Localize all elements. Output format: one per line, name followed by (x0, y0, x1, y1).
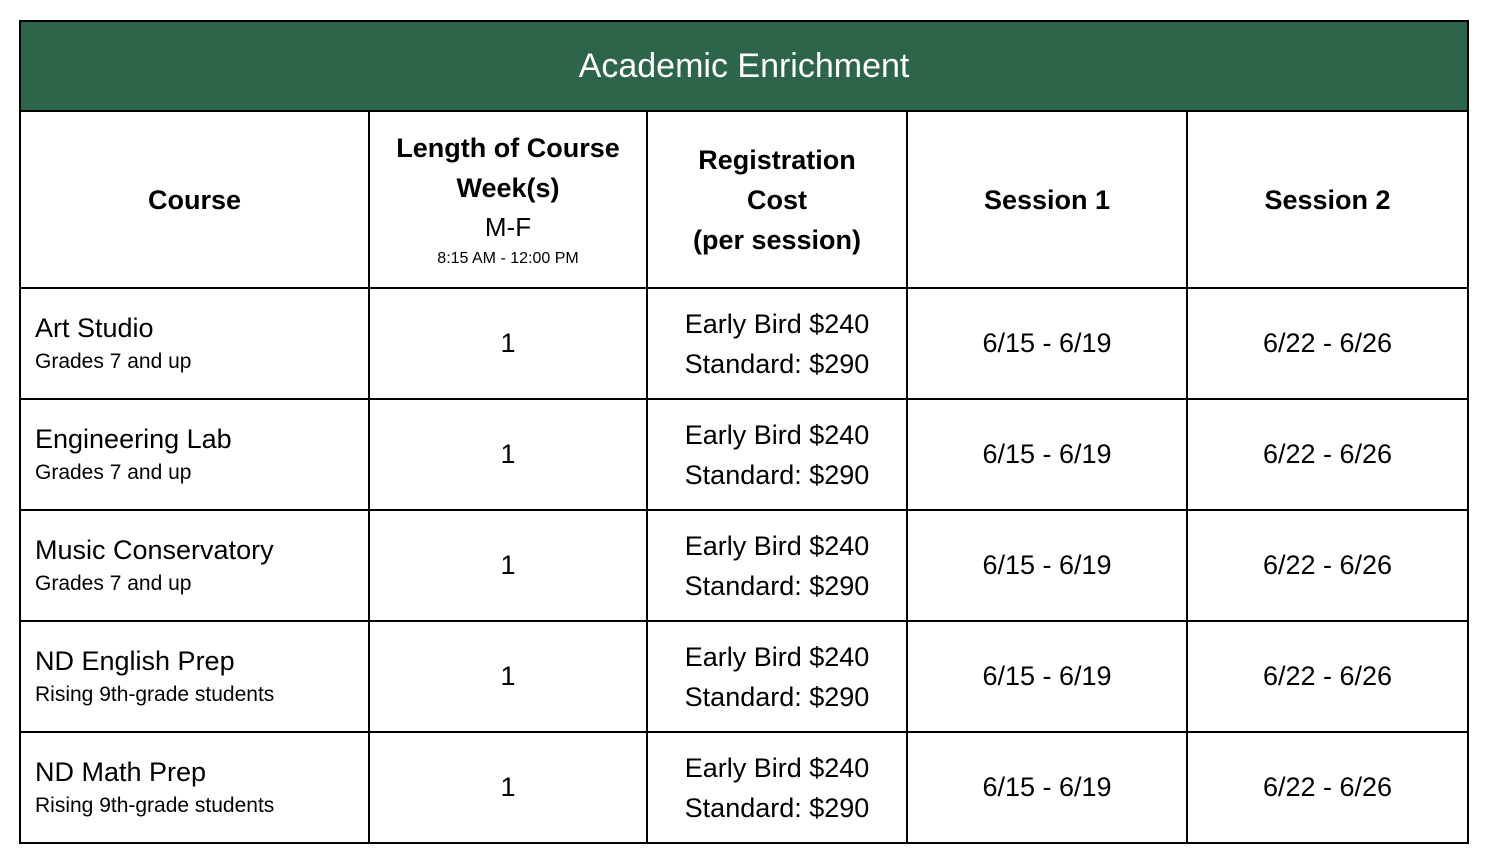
course-grade: Rising 9th-grade students (35, 793, 275, 817)
early-bird-cost: Early Bird $240 (684, 641, 870, 672)
session-2-dates: 6/22 - 6/26 (1187, 288, 1468, 399)
course-cell (20, 288, 369, 399)
session-1-dates: 6/15 - 6/19 (907, 510, 1187, 621)
standard-cost: Standard: $290 (684, 792, 870, 823)
session-1-dates: 6/15 - 6/19 (907, 621, 1187, 732)
header-length-title-2: Week(s) (456, 172, 560, 203)
table-row (20, 621, 1468, 732)
course-grade: Grades 7 and up (35, 460, 192, 484)
standard-cost: Standard: $290 (684, 681, 870, 712)
header-cost-3: (per session) (692, 224, 862, 255)
session-1-dates: 6/15 - 6/19 (907, 399, 1187, 510)
weeks-cell: 1 (369, 732, 647, 843)
session-1-dates: 6/15 - 6/19 (907, 288, 1187, 399)
session-2-dates: 6/22 - 6/26 (1187, 621, 1468, 732)
session-2-dates: 6/22 - 6/26 (1187, 732, 1468, 843)
course-grade: Grades 7 and up (35, 349, 192, 373)
standard-cost: Standard: $290 (684, 570, 870, 601)
header-course-label: Course (147, 184, 242, 215)
course-name: ND English Prep (35, 645, 235, 676)
course-grade: Rising 9th-grade students (35, 682, 275, 706)
course-cell (20, 510, 369, 621)
table-row (20, 288, 1468, 399)
cost-cell (647, 399, 907, 510)
weeks-cell: 1 (369, 288, 647, 399)
schedule-table-container (19, 20, 1467, 844)
header-course (20, 111, 369, 288)
weeks-cell: 1 (369, 510, 647, 621)
table-row (20, 732, 1468, 843)
table-row (20, 399, 1468, 510)
header-cost-1: Registration (698, 144, 856, 175)
header-length-days: M-F (484, 211, 532, 242)
header-session-1-label: Session 1 (983, 184, 1111, 215)
session-2-dates: 6/22 - 6/26 (1187, 399, 1468, 510)
table-row (20, 510, 1468, 621)
title-row (20, 21, 1468, 111)
early-bird-cost: Early Bird $240 (684, 530, 870, 561)
header-session-2-label: Session 2 (1264, 184, 1391, 215)
course-cell (20, 621, 369, 732)
cost-cell (647, 510, 907, 621)
table-title: Academic Enrichment (20, 21, 1468, 111)
academic-enrichment-table (19, 20, 1469, 844)
course-name: Engineering Lab (35, 423, 232, 454)
cost-cell (647, 621, 907, 732)
early-bird-cost: Early Bird $240 (684, 752, 870, 783)
standard-cost: Standard: $290 (684, 348, 870, 379)
cost-cell (647, 288, 907, 399)
early-bird-cost: Early Bird $240 (684, 308, 870, 339)
header-session-1 (907, 111, 1187, 288)
course-cell (20, 399, 369, 510)
header-cost-2: Cost (747, 184, 807, 215)
session-1-dates: 6/15 - 6/19 (907, 732, 1187, 843)
course-grade: Grades 7 and up (35, 571, 192, 595)
weeks-cell: 1 (369, 621, 647, 732)
weeks-cell: 1 (369, 399, 647, 510)
course-name: Art Studio (35, 312, 154, 343)
session-2-dates: 6/22 - 6/26 (1187, 510, 1468, 621)
header-length-time: 8:15 AM - 12:00 PM (437, 249, 579, 267)
header-length (369, 111, 647, 288)
course-name: Music Conservatory (35, 534, 274, 565)
course-name: ND Math Prep (35, 756, 207, 787)
header-row (20, 111, 1468, 288)
header-session-2 (1187, 111, 1468, 288)
early-bird-cost: Early Bird $240 (684, 419, 870, 450)
header-cost (647, 111, 907, 288)
standard-cost: Standard: $290 (684, 459, 870, 490)
course-cell (20, 732, 369, 843)
header-length-title-1: Length of Course (396, 132, 620, 163)
cost-cell (647, 732, 907, 843)
